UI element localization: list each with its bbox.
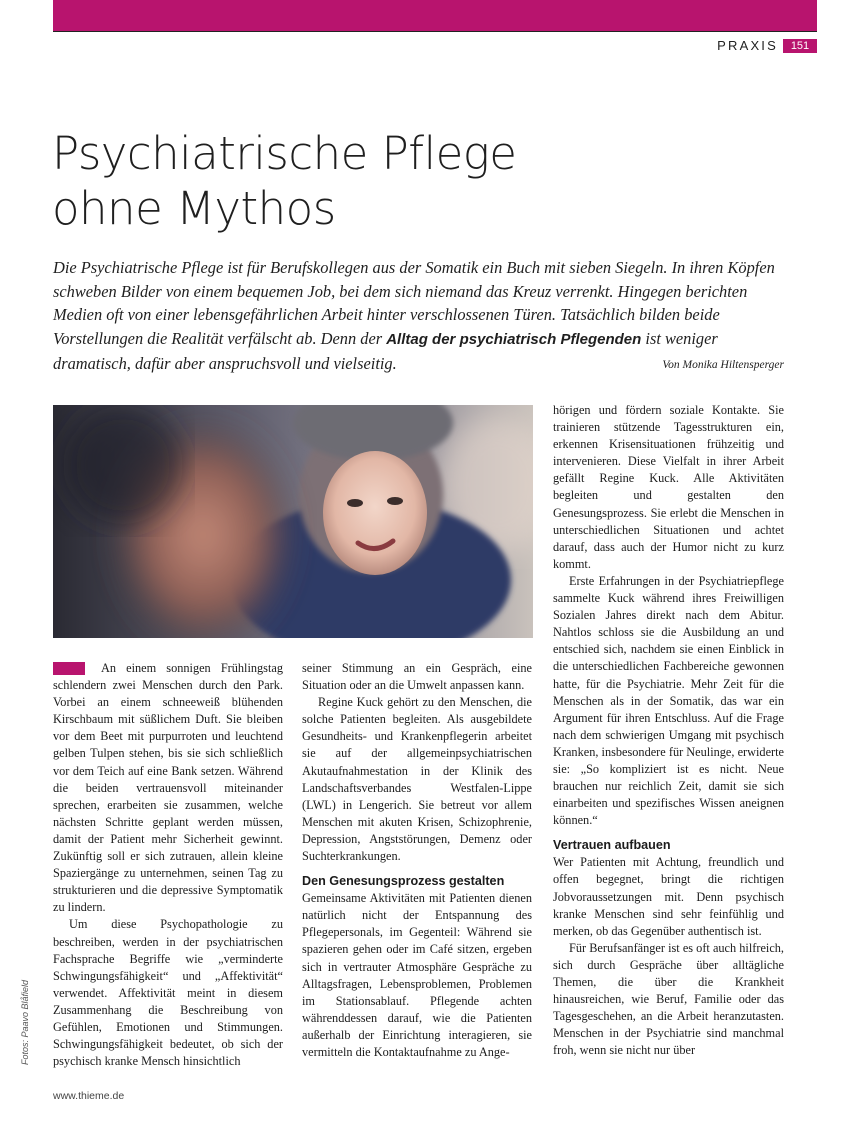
col2-subheading: Den Genesungsprozess gestalten	[302, 874, 505, 889]
lead-text-after: ist weniger dramatisch, dafür aber anspruchsvoll und vielseitig.	[53, 329, 718, 373]
col3-paragraph-4: Für Berufsanfänger ist es oft auch hilfreich, sich durch Gespräche über alltägliche Themen, die über die Krankheit hinausreichen, wie Beruf, Familie oder das Tagesgeschehen, an die Arbeit heranzutasten. Menschen in der Psychiatrie sind manchmal froh, wenn sie nicht nur über	[553, 940, 784, 1058]
page-number: 151	[783, 39, 817, 53]
text-column-1	[53, 660, 283, 1070]
text-column-3	[553, 402, 784, 1059]
footer-url: www.thieme.de	[53, 1090, 125, 1102]
header-color-bar	[53, 0, 817, 31]
title-line-2: ohne Mythos	[52, 182, 336, 235]
text-column-2	[302, 660, 532, 1061]
lead-text-before: Die Psychiatrische Pflege ist für Berufskollegen aus der Somatik ein Buch mit sieben Siegeln. In ihren Köpfen schweben Bilder von einem bequemen Job, bei dem sich niemand das Kreuz verrenkt. Hingegen berichten Medien oft von einer lebensgefährlichen Arbeit hinter verschlossenen Türen. Tatsächlich bilden beide Vorstellungen die Realität verfälscht ab. Denn der	[53, 258, 775, 349]
photo-credit: Fotos: Paavo Blåfield	[20, 979, 30, 1065]
col2-paragraph-2: Regine Kuck gehört zu den Menschen, die solche Patienten begleiten. Als ausgebildete Gesundheits- und Krankenpflegerin arbeitet sie auf der allgemeinpsychiatrischen Akutaufnahmestation in der Klinik des Landschaftsverbandes Westfalen-Lippe (LWL) in Lengerich. Sie betreut vor allem Menschen mit akuten Krisen, Schizophrenie, Depression, Angststörungen, Demenz oder Suchterkrankungen.	[302, 695, 532, 864]
col3-paragraph-2: Erste Erfahrungen in der Psychiatriepflege sammelte Kuck während ihres Freiwilligen Sozialen Jahres direkt nach dem Abitur. Nahtlos schloss sie die Ausbildung an und entschied sich, nachdem sie einen Einblick in die unterschiedlichen Fachbereiche gewonnen hatte, für die Psychiatrie. Mehr Zeit für die Menschen als in der Somatik, das war ein Argument für ihren Entschluss. Auf die Frage nach dem schwierigen Umgang mit psychisch Kranken, insbesondere für Neulinge, erwiderte sie: „So kompliziert ist es nicht. Neue brauchen nur reichlich Zeit, damit sie sich einarbeiten und spezifisches Wissen aneignen können.“	[553, 573, 784, 828]
col1-paragraph-1	[53, 660, 283, 916]
paragraph-marker	[53, 662, 85, 675]
col1-p1-text: An einem sonnigen Frühlingstag schlendern zwei Menschen durch den Park. Vorbei an einem schneeweiß blühenden Kirschbaum mit süßlichem Duft. Sie bleiben vor dem Beet mit purpurroten und leuchtend gelben Tulpen stehen, bis sie sich schließlich vor dem Teich auf eine Bank setzen. Während die beiden vertrauensvoll miteinander sprechen, erarbeiten sie zusammen, welche nächsten Schritte geplant werden müssen, damit der Patient mehr Sicherheit gewinnt. Zukünftig soll er sich zutrauen, allein kleine Spaziergänge zu unternehmen, seinen Tag zu strukturieren und die depressive Symptomatik zu lindern.	[53, 661, 283, 915]
col2-paragraph-3: Gemeinsame Aktivitäten mit Patienten dienen natürlich nicht der Entspannung des Pflegepersonals, im Gegenteil: Während sie spazieren gehen oder im Café sitzen, ergeben sich in vertrauter Atmosphäre Gespräche zu Alltagsfragen, Lebensproblemen, Problemen im Stationsablauf. Pflegende achten währenddessen darauf, wie die Patienten außerhalb der Einrichtung interagieren, sie vermitteln die Kontaktaufnahme zu Ange-	[302, 891, 532, 1059]
header-rule	[53, 31, 817, 32]
article-photo	[53, 405, 533, 638]
lead-paragraph	[53, 256, 786, 376]
article-title	[52, 126, 652, 236]
photo-illustration	[53, 405, 533, 638]
title-line-1: Psychiatrische Pflege	[52, 127, 517, 180]
col3-subheading: Vertrauen aufbauen	[553, 838, 671, 853]
col2-paragraph-1: seiner Stimmung an ein Gespräch, eine Situation oder an die Umwelt anpassen kann.	[302, 661, 532, 693]
lead-text-bold: Alltag der psychiatrisch Pflegenden	[386, 331, 642, 349]
col1-paragraph-2: Um diese Psychopathologie zu beschreiben, werden in der psychiatrischen Fachsprache Begriffe wie „verminderte Schwingungsfähigkeit“ und „Affektivität“ verwendet. Affektivität meint in diesem Zusammenhang die Beschreibung von Gefühlen, Emotionen und Stimmungen. Schwingungsfähigkeit bedeutet, ob sich der psychisch kranke Mensch hinsichtlich	[53, 917, 283, 1069]
section-label: PRAXIS	[717, 38, 778, 53]
author-byline: Von Monika Hiltensperger	[662, 359, 784, 371]
col3-paragraph-3: Wer Patienten mit Achtung, freundlich und offen begegnet, bringt die richtigen Jobvoraussetzungen mit. Denn psychisch kranke Menschen sind sehr feinfühlig und merken, ob das Gegenüber authentisch ist.	[553, 855, 784, 938]
col3-paragraph-1: hörigen und fördern soziale Kontakte. Sie trainieren stützende Tagesstrukturen ein, erkennen Krisensituationen frühzeitig und intervenieren. Diese Vielfalt in ihrer Arbeit gefällt Regine Kuck. Alle Aktivitäten begleiten und gestalten den Genesungsprozess. Sie erlebt die Menschen in unterschiedlichen Situationen und achtet darauf, dass auch der Humor nicht zu kurz kommt.	[553, 403, 784, 571]
